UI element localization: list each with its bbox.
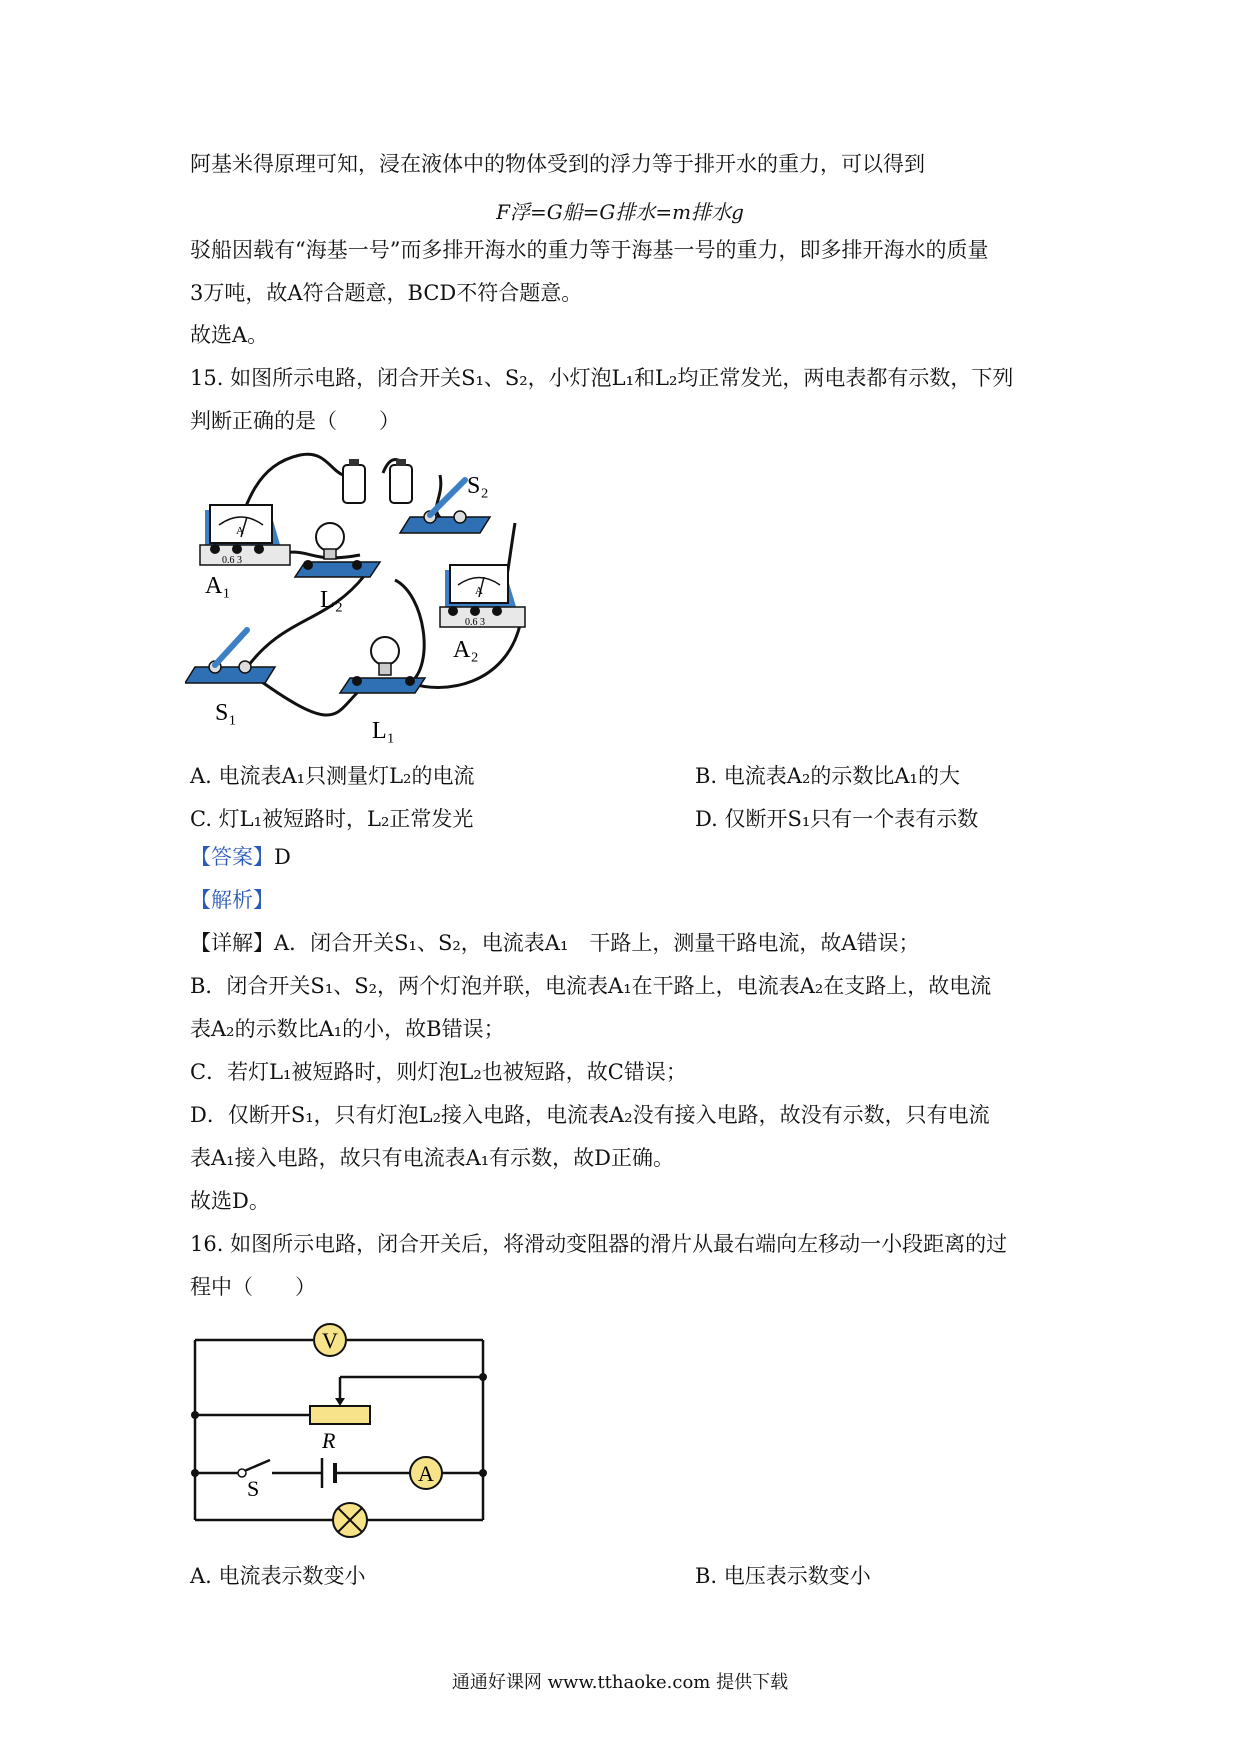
detail-1-text: A．闭合开关S₁、S₂，电流表A₁ 干路上，测量干路电流，故A错误；: [274, 931, 920, 955]
a2-scale-label: 0.6 3: [465, 617, 485, 628]
label-s1: S₁: [215, 700, 237, 726]
lamp-l2-icon: [295, 523, 380, 577]
voltmeter-label: V: [322, 1328, 338, 1353]
q15-detail-1: [190, 931, 920, 955]
intro-line-3: 3万吨，故A符合题意，BCD不符合题意。: [190, 281, 583, 305]
q16-option-a: A. 电流表示数变小: [190, 1564, 366, 1588]
q15-circuit-figure: [185, 445, 605, 745]
q16-circuit-figure: [185, 1310, 495, 1540]
a1-meter-letter: A: [236, 525, 244, 537]
battery-icon: [343, 459, 412, 503]
q15-detail-4: C．若灯L₁被短路时，则灯泡L₂也被短路，故C错误；: [190, 1060, 687, 1084]
answer-value: D: [274, 845, 291, 869]
detail-label: 【详解】: [190, 931, 274, 955]
intro-line-1: 阿基米得原理可知，浸在液体中的物体受到的浮力等于排开水的重力，可以得到: [190, 152, 925, 176]
q16-option-b: B. 电压表示数变小: [695, 1564, 871, 1588]
q15-detail-5: D．仅断开S₁，只有灯泡L₂接入电路，电流表A₂没有接入电路，故没有示数，只有电流: [190, 1103, 990, 1127]
ammeter-a1-icon: [200, 505, 290, 565]
intro-line-2: 驳船因载有“海基一号”而多排开海水的重力等于海基一号的重力，即多排开海水的质量: [190, 238, 989, 262]
q15-option-d: D. 仅断开S₁只有一个表有示数: [695, 807, 979, 831]
q15-analysis-label: 【解析】: [190, 888, 274, 912]
q16-stem-line-2: 程中（ ）: [190, 1275, 316, 1299]
ammeter-label: A: [418, 1461, 434, 1486]
q15-detail-3: 表A₂的示数比A₁的小，故B错误；: [190, 1017, 505, 1041]
a2-meter-letter: A: [475, 585, 483, 597]
switch-s1-icon: [185, 630, 275, 683]
lamp-l1-icon: [340, 637, 425, 693]
label-s2: S₂: [467, 473, 489, 499]
page-footer: 通通好课网 www.tthaoke.com 提供下载: [451, 1672, 789, 1693]
rheostat-icon: [310, 1406, 370, 1424]
label-l2: L₂: [320, 587, 344, 613]
q15-detail-2: B．闭合开关S₁、S₂，两个灯泡并联，电流表A₁在干路上，电流表A₂在支路上，故电流: [190, 974, 992, 998]
q16-stem-line-1: 16. 如图所示电路，闭合开关后，将滑动变阻器的滑片从最右端向左移动一小段距离的过: [190, 1232, 1008, 1256]
switch-label: S: [247, 1476, 260, 1501]
label-l1: L₁: [372, 718, 396, 744]
q15-detail-7: 故选D。: [190, 1189, 270, 1213]
q15-answer: [190, 845, 291, 869]
rheostat-label: R: [322, 1428, 336, 1453]
slider-arrow-icon: [335, 1398, 345, 1406]
switch-contact-icon: [238, 1469, 246, 1477]
q15-option-a: A. 电流表A₁只测量灯L₂的电流: [190, 764, 475, 788]
q15-option-c: C. 灯L₁被短路时，L₂正常发光: [190, 807, 474, 831]
q15-stem-line-2: 判断正确的是（ ）: [190, 409, 400, 433]
label-a1: A₁: [205, 573, 231, 599]
a1-scale-label: 0.6 3: [222, 555, 242, 566]
label-a2: A₂: [453, 637, 479, 663]
q15-option-b: B. 电流表A₂的示数比A₁的大: [695, 764, 960, 788]
intro-line-4: 故选A。: [190, 323, 269, 347]
answer-label: 【答案】: [190, 845, 274, 869]
q15-detail-6: 表A₁接入电路，故只有电流表A₁有示数，故D正确。: [190, 1146, 675, 1170]
q15-stem-line-1: 15. 如图所示电路，闭合开关S₁、S₂，小灯泡L₁和L₂均正常发光，两电表都有示数，下列: [190, 366, 1014, 390]
buoyancy-formula: F浮=G船=G排水=m排水g: [496, 200, 744, 224]
circuit-wires: [195, 1340, 483, 1520]
lamp-icon: [333, 1503, 367, 1537]
